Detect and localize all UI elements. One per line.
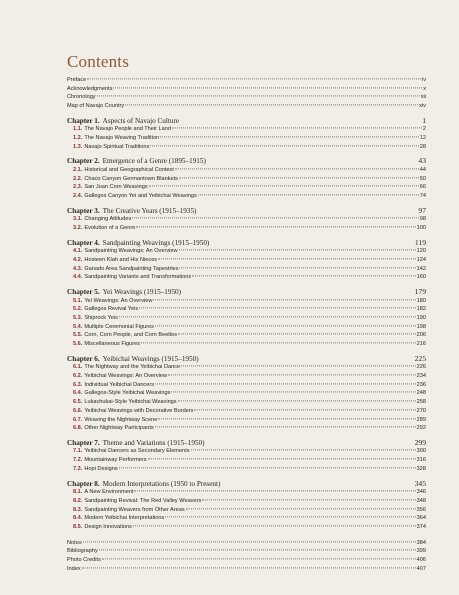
section-entry[interactable] — [67, 314, 426, 323]
section-entry[interactable] — [67, 134, 426, 143]
dot-leader — [155, 325, 416, 326]
matter-entry[interactable] — [67, 85, 426, 94]
page-number: 120 — [416, 248, 426, 255]
entry-label: Lukachukai-Style Yeibichai Weavings — [84, 399, 177, 406]
section-entry[interactable] — [67, 166, 426, 175]
section-number: 2.4. — [73, 193, 83, 200]
entry-label: The Navajo People and Their Land — [84, 126, 172, 133]
entry-label: Gallegos Revival Yeis — [84, 306, 139, 313]
dot-leader — [160, 136, 419, 137]
dot-leader — [198, 194, 419, 195]
section-entry[interactable] — [67, 340, 426, 349]
entry-label: Hopi Designs — [84, 465, 118, 472]
section-number: 5.2. — [73, 306, 83, 313]
dot-leader — [102, 558, 416, 559]
section-entry[interactable] — [67, 215, 426, 224]
dot-leader — [134, 491, 415, 492]
page-number: x — [423, 85, 426, 92]
section-number: 6.1. — [73, 364, 83, 371]
section-entry[interactable] — [67, 183, 426, 192]
entry-label: Bibliography — [67, 548, 98, 555]
section-number: 8.2. — [73, 497, 83, 504]
dot-leader — [179, 267, 415, 268]
page-number: 2 — [422, 126, 426, 133]
page-number: 124 — [416, 257, 426, 263]
chapter-page-number: 43 — [418, 156, 426, 166]
section-entry[interactable] — [67, 143, 426, 152]
chapter-title: Emergence of a Genre (1895–1915) — [102, 157, 206, 166]
page-number: iv — [421, 77, 426, 83]
chapter-label: Chapter 8. — [67, 479, 100, 488]
entry-label: The Nightway and the Yeibichai Dance — [84, 364, 181, 371]
entry-label: Changing Attitudes — [84, 216, 132, 223]
dot-leader — [97, 96, 420, 97]
section-entry[interactable] — [67, 224, 426, 233]
dot-leader — [158, 258, 416, 259]
section-number: 8.1. — [73, 489, 83, 496]
section-number: 5.5. — [73, 332, 83, 339]
chapter-label: Chapter 3. — [67, 206, 100, 215]
page-number: 289 — [416, 416, 426, 423]
entry-label: Sandpainting Weavings: An Overview — [84, 248, 178, 255]
section-number: 3.1. — [73, 216, 83, 223]
entry-label: Map of Navajo Country — [67, 103, 125, 110]
page-number: 270 — [416, 407, 426, 414]
page-number: 328 — [416, 465, 426, 472]
page-number: 44 — [419, 167, 426, 173]
entry-label: Hosteen Klah and His Nieces — [84, 257, 158, 263]
section-entry[interactable] — [67, 273, 426, 282]
page-number: 216 — [416, 341, 426, 348]
matter-entry[interactable] — [67, 93, 426, 102]
page-number: 100 — [416, 225, 426, 232]
section-entry[interactable] — [67, 465, 426, 474]
entry-label: Chronology — [67, 94, 96, 101]
section-number: 8.5. — [73, 523, 83, 530]
entry-label: Acknowledgments — [67, 85, 113, 92]
dot-leader — [202, 499, 415, 500]
entry-label: Sandpainting Variants and Transformations — [84, 274, 192, 281]
section-entry[interactable] — [67, 125, 426, 134]
dot-leader — [178, 334, 416, 335]
entry-label: Other Nightway Participants — [84, 425, 154, 432]
section-entry[interactable] — [67, 424, 426, 433]
section-entry[interactable] — [67, 416, 426, 425]
section-number: 5.4. — [73, 323, 83, 330]
chapter-label: Chapter 7. — [67, 438, 100, 447]
chapter-title: The Creative Years (1915–1935) — [102, 206, 197, 215]
page-number: 346 — [416, 489, 426, 496]
section-entry[interactable] — [67, 407, 426, 416]
entry-label: Photo Credits — [67, 556, 101, 563]
dot-leader — [179, 250, 416, 251]
entry-label: Gallegos Canyon Yei and Yeibichai Weavings — [84, 193, 197, 200]
section-number: 7.1. — [73, 448, 83, 455]
entry-label: Corn, Corn People, and Corn Beetles — [84, 332, 178, 339]
dot-leader — [194, 409, 415, 410]
section-number: 6.7. — [73, 416, 83, 423]
entry-label: The Navajo Weaving Tradition — [84, 135, 160, 142]
section-entry[interactable] — [67, 175, 426, 184]
section-entry[interactable] — [67, 331, 426, 340]
page-number: 142 — [416, 265, 426, 272]
page-number: 98 — [419, 216, 426, 223]
chapter-title: Yei Weavings (1915–1950) — [102, 288, 182, 297]
section-entry[interactable] — [67, 514, 426, 523]
section-number: 4.3. — [73, 265, 83, 272]
chapter-title: Modern Interpretations (1950 to Present) — [102, 479, 221, 488]
dot-leader — [119, 467, 416, 468]
entry-label: Sandpainting Weavers from Other Areas — [84, 506, 185, 513]
section-number: 6.2. — [73, 373, 83, 380]
entry-label: Individual Yeibichai Dancers — [84, 381, 154, 388]
chapter-title: Yeibichai Weavings (1915–1950) — [102, 354, 199, 363]
page-number: 248 — [416, 390, 426, 397]
section-number: 2.1. — [73, 167, 83, 173]
dot-leader — [175, 168, 419, 169]
section-entry[interactable] — [67, 523, 426, 532]
section-number: 7.3. — [73, 465, 83, 472]
matter-entry[interactable] — [67, 556, 426, 565]
dot-leader — [171, 392, 415, 393]
page-number: 50 — [419, 175, 426, 182]
dot-leader — [165, 517, 415, 518]
dot-leader — [186, 508, 416, 509]
page-number: 300 — [416, 448, 426, 455]
dot-leader — [139, 308, 416, 309]
page-title: Contents — [67, 52, 130, 71]
chapter-page-number: 179 — [414, 287, 426, 297]
entry-label: Index — [67, 565, 81, 572]
dot-leader — [133, 525, 416, 526]
dot-leader — [168, 374, 416, 375]
chapter-heading[interactable] — [67, 156, 426, 166]
section-entry[interactable] — [67, 323, 426, 332]
dot-leader — [191, 450, 416, 451]
section-number: 3.2. — [73, 225, 83, 232]
page-number: 28 — [419, 143, 426, 150]
chapter-label: Chapter 5. — [67, 288, 100, 297]
section-number: 8.4. — [73, 515, 83, 522]
dot-leader — [119, 316, 416, 317]
entry-label: A New Environment — [84, 489, 134, 496]
entry-label: Notes — [67, 539, 82, 546]
dot-leader — [179, 177, 419, 178]
page-number: 348 — [416, 497, 426, 504]
dot-leader — [155, 383, 416, 384]
page-number: 66 — [419, 184, 426, 191]
page-number: 12 — [419, 135, 426, 142]
section-number: 1.2. — [73, 135, 83, 142]
page-number: 399 — [416, 548, 426, 555]
section-number: 2.3. — [73, 184, 83, 191]
entry-label: Yeibichai Weavings: An Overview — [84, 373, 168, 380]
dot-leader — [181, 366, 416, 367]
entry-label: Gallegos-Style Yeibichai Weavings — [84, 390, 171, 397]
matter-entry[interactable] — [67, 102, 426, 111]
section-entry[interactable] — [67, 256, 426, 265]
entry-label: Ganado Area Sandpainting Tapestries — [84, 265, 179, 272]
section-number: 4.2. — [73, 257, 83, 263]
chapter-page-number: 299 — [414, 437, 426, 447]
dot-leader — [113, 87, 422, 88]
dot-leader — [192, 276, 415, 277]
dot-leader — [99, 550, 416, 551]
page-number: 236 — [416, 381, 426, 388]
dot-leader — [141, 342, 416, 343]
section-entry[interactable] — [67, 506, 426, 515]
dot-leader — [82, 567, 416, 568]
dot-leader — [158, 418, 415, 419]
dot-leader — [125, 104, 418, 105]
page-number: 356 — [416, 506, 426, 513]
section-entry[interactable] — [67, 297, 426, 306]
section-entry[interactable] — [67, 305, 426, 314]
entry-label: Yeibichai Dancers as Secondary Elements — [84, 448, 190, 455]
section-entry[interactable] — [67, 381, 426, 390]
section-number: 7.2. — [73, 457, 83, 464]
section-entry[interactable] — [67, 456, 426, 465]
dot-leader — [149, 186, 419, 187]
entry-label: Yeibichai Weavings with Decorative Borders — [84, 407, 194, 414]
page-number: xii — [420, 94, 426, 101]
section-entry[interactable] — [67, 192, 426, 201]
section-entry[interactable] — [67, 265, 426, 274]
section-number: 4.4. — [73, 274, 83, 281]
entry-label: Design Innovations — [84, 523, 132, 530]
section-entry[interactable] — [67, 389, 426, 398]
entry-label: Miscellaneous Figures — [84, 341, 140, 348]
matter-entry[interactable] — [67, 76, 426, 85]
section-number: 6.3. — [73, 381, 83, 388]
chapter-label: Chapter 2. — [67, 157, 100, 166]
matter-entry[interactable] — [67, 547, 426, 556]
section-number: 5.3. — [73, 315, 83, 322]
entry-label: Navajo Spiritual Traditions — [84, 143, 150, 150]
page-number: xiv — [419, 103, 426, 110]
chapter-page-number: 97 — [418, 205, 426, 215]
page-number: 206 — [416, 332, 426, 339]
section-entry[interactable] — [67, 247, 426, 256]
chapter-heading[interactable] — [67, 354, 426, 364]
page-number: 160 — [416, 274, 426, 281]
entry-label: Evolution of a Genre — [84, 225, 136, 232]
entry-label: San Juan Corn Weavings — [84, 184, 148, 191]
dot-leader — [172, 128, 422, 129]
section-number: 6.5. — [73, 399, 83, 406]
section-number: 4.1. — [73, 248, 83, 255]
entry-label: Chaco Canyon Germantown Blankets — [84, 175, 178, 182]
chapter-title: Aspects of Navajo Culture — [102, 116, 180, 125]
chapter-label: Chapter 4. — [67, 238, 100, 247]
dot-leader — [148, 459, 416, 460]
page-number: 182 — [416, 306, 426, 313]
dot-leader — [153, 299, 415, 300]
chapter-title: Sandpainting Weavings (1915–1950) — [102, 238, 210, 247]
chapter-page-number: 345 — [414, 478, 426, 488]
section-number: 6.4. — [73, 390, 83, 397]
chapter-heading[interactable] — [67, 438, 426, 448]
section-number: 8.3. — [73, 506, 83, 513]
entry-label: Mountainway Performers — [84, 457, 147, 464]
page-number: 226 — [416, 364, 426, 371]
section-entry[interactable] — [67, 488, 426, 497]
page-number: 234 — [416, 373, 426, 380]
page-number: 316 — [416, 457, 426, 464]
dot-leader — [178, 401, 416, 402]
entry-label: Yei Weavings: An Overview — [84, 297, 153, 304]
entry-label: Modern Yeibichai Interpretations — [84, 515, 165, 522]
matter-entry[interactable] — [67, 565, 426, 574]
page-number: 384 — [416, 539, 426, 546]
chapter-heading[interactable] — [67, 479, 426, 489]
dot-leader — [155, 427, 416, 428]
matter-entry[interactable] — [67, 539, 426, 548]
table-of-contents — [67, 76, 426, 573]
chapter-page-number: 119 — [414, 237, 426, 247]
section-entry[interactable] — [67, 372, 426, 381]
chapter-title: Theme and Variations (1915–1950) — [102, 438, 205, 447]
chapter-page-number: 1 — [422, 115, 426, 125]
section-entry[interactable] — [67, 447, 426, 456]
entry-label: Multiple Ceremonial Figures — [84, 323, 154, 330]
page-number: 190 — [416, 315, 426, 322]
chapter-heading[interactable] — [67, 206, 426, 216]
page-number: 364 — [416, 515, 426, 522]
entry-label: Historical and Geographical Context — [84, 167, 174, 173]
section-number: 1.3. — [73, 143, 83, 150]
chapter-heading[interactable] — [67, 116, 426, 126]
page-number: 292 — [416, 425, 426, 432]
section-number: 6.6. — [73, 407, 83, 414]
page-number: 74 — [419, 193, 426, 200]
section-number: 1.1. — [73, 126, 83, 133]
entry-label: Shiprock Yeis — [84, 315, 118, 322]
page-number: 374 — [416, 523, 426, 530]
dot-leader — [132, 218, 418, 219]
section-entry[interactable] — [67, 497, 426, 506]
dot-leader — [136, 226, 415, 227]
section-entry[interactable] — [67, 363, 426, 372]
section-number: 6.8. — [73, 425, 83, 432]
dot-leader — [150, 145, 418, 146]
chapter-heading[interactable] — [67, 287, 426, 297]
dot-leader — [87, 78, 421, 79]
page-number: 198 — [416, 323, 426, 330]
entry-label: Weaving the Nightway Scene — [84, 416, 158, 423]
page-number: 407 — [416, 565, 426, 572]
entry-label: Sandpainting Revival: The Red Valley Weavers — [84, 497, 202, 504]
dot-leader — [83, 541, 416, 542]
chapter-heading[interactable] — [67, 238, 426, 248]
entry-label: Preface — [67, 77, 87, 83]
chapter-label: Chapter 6. — [67, 354, 100, 363]
chapter-label: Chapter 1. — [67, 116, 100, 125]
section-entry[interactable] — [67, 398, 426, 407]
chapter-page-number: 225 — [414, 353, 426, 363]
section-gap — [67, 532, 426, 539]
section-number: 5.1. — [73, 297, 83, 304]
page-number: 258 — [416, 399, 426, 406]
page-number: 180 — [416, 297, 426, 304]
section-number: 2.2. — [73, 175, 83, 182]
page-number: 406 — [416, 556, 426, 563]
section-number: 5.6. — [73, 341, 83, 348]
